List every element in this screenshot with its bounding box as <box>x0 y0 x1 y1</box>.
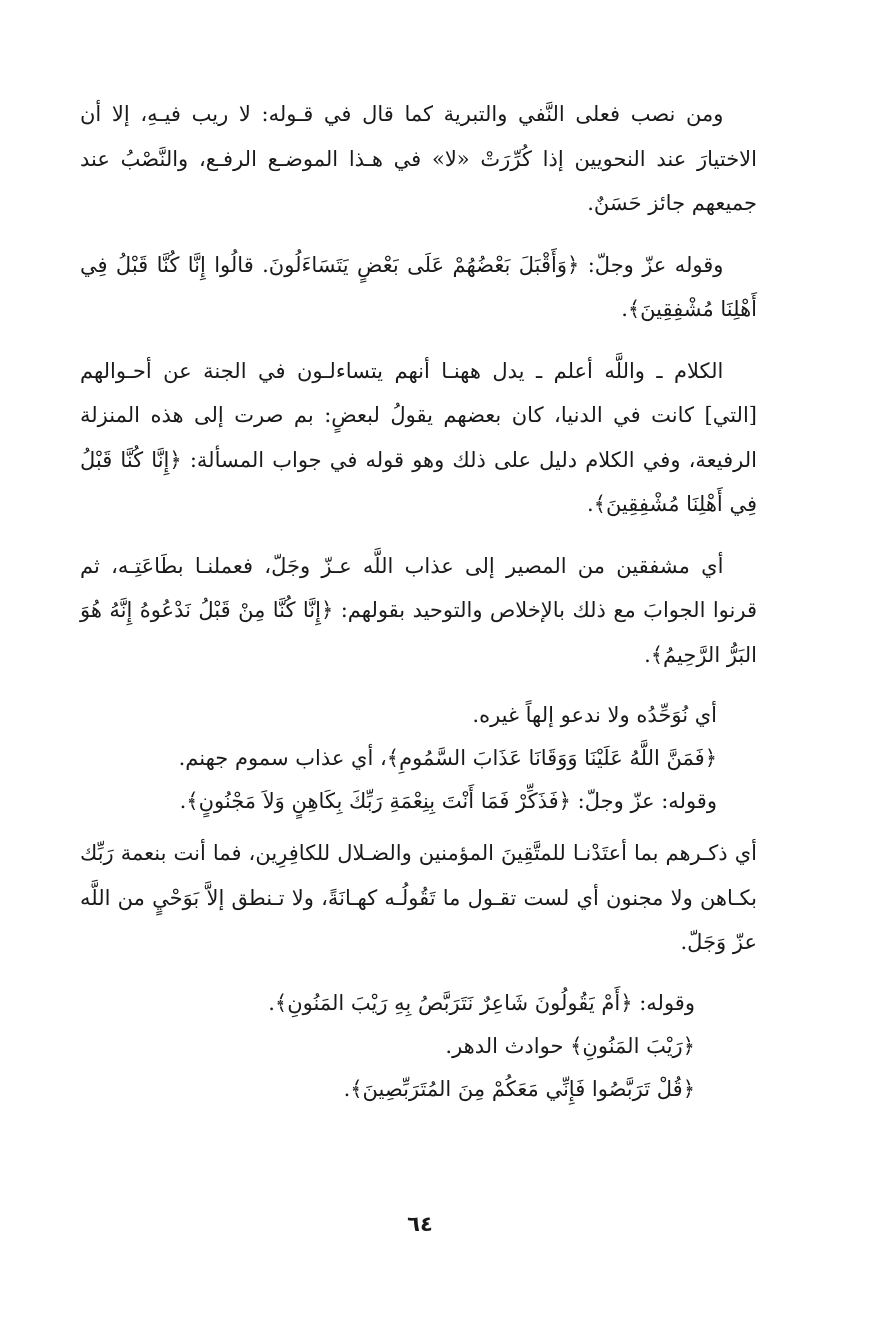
paragraph-5: أي ذكـرهم بما أعتَدْنـا للمتَّقِينَ المؤمنين والضـلال للكافِرِين، فما أنت بنعمة رَبِّك بكـاهن ولا مجنون أي لست تقـول ما تَقُولُـه كهـانَةً، ولا تـنطق إلاَّ بَوَحْيٍ من اللَّه عزّ وَجَلّ. <box>80 841 757 954</box>
line-shaer: وقوله: ﴿أَمْ يَقُولُونَ شَاعِرٌ نَتَرَبَّصُ بِهِ رَيْبَ المَنُونِ﴾. <box>268 990 695 1015</box>
line-tawhid: أي نُوَحِّدُه ولا ندعو إلهاً غيره. <box>472 703 717 727</box>
page-number: ٦٤ <box>407 1212 433 1236</box>
paragraph-4: أي مشفقين من المصير إلى عذاب اللَّه عـزّ وجَلّ، فعملنـا بطَاعَتِـه، ثم قرنوا الجوابَ مع ذلك بالإخلاص والتوحيد بقولهم: ﴿إِنَّا كُنَّا مِنْ قَبْلُ نَدْعُوهُ إِنَّهُ هُوَ البَرُّ الرَّحِيمُ﴾. <box>80 553 757 667</box>
line-tarabbasu: ﴿قُلْ تَرَبَّصُوا فَإِنِّي مَعَكُمْ مِنَ المُتَرَبِّصِينَ﴾. <box>343 1076 695 1101</box>
paragraph-3: الكلام ـ واللَّه أعلم ـ يدل ههنـا أنهم يتساءلـون في الجنة عن أحـوالهم [التي] كانت في الدنيا، كان بعضهم يقولُ لبعضٍ: بم صرت إلى هذه المنزلة الرفيعة، وفي الكلام دليل على ذلك وهو قوله في جواب المسألة: ﴿إِنَّا كُنَّا قَبْلُ فِي أَهْلِنَا مُشْفِقِينَ﴾. <box>80 358 757 516</box>
line-rayb: ﴿رَيْبَ المَنُونِ﴾ حوادث الدهر. <box>445 1033 695 1058</box>
line-samum: ﴿فَمَنَّ اللَّهُ عَلَيْنَا وَوَقَانَا عَذَابَ السَّمُومِ﴾، أي عذاب سموم جهنم. <box>178 746 717 770</box>
page-body <box>80 92 757 1111</box>
paragraph-1: ومن نصب فعلى النَّفي والتبرية كما قال في قـوله: لا ريب فيـهِ، إلا أن الاختيارَ عند النحويين إذا كُرِّرَتْ «لا» في هـذا الموضـع الرفـع، والنَّصْبُ عند جميعهم جائز حَسَنٌ. <box>80 102 757 215</box>
line-dhakkir: وقوله: عزّ وجلّ: ﴿فَذَكِّرْ فَمَا أَنْتَ بِنِعْمَةِ رَبِّكَ بِكَاهِنٍ وَلاَ مَجْنُونٍ﴾. <box>179 789 717 813</box>
paragraph-2: وقوله عزّ وجلّ: ﴿وَأَقْبَلَ بَعْضُهُمْ عَلَى بَعْضٍ يَتَسَاءَلُونَ. قالُوا إِنَّا كُنَّا قَبْلُ فِي أَهْلِنَا مُشْفِقِينَ﴾. <box>80 252 757 321</box>
